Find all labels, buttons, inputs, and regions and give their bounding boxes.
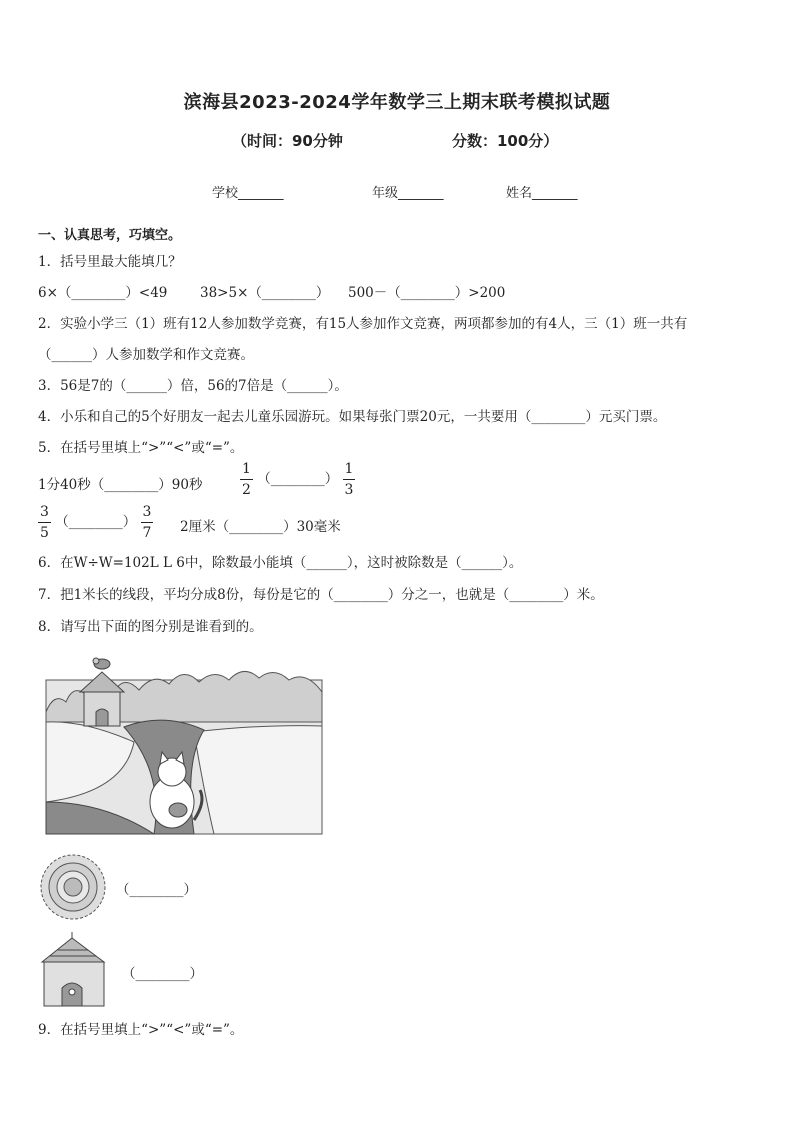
question-8-blank-2: （________） [122,966,203,982]
question-1-stem: 1．括号里最大能填几？ [38,254,182,270]
question-3: 3．56是7的（______）倍，56的7倍是（______）。 [38,378,348,394]
question-7: 7．把1米长的线段，平均分成8份，每份是它的（________）分之一，也就是（________）米。 [38,587,604,603]
question-6: 6．在W÷W=102L L 6中，除数最小能填（______），这时被除数是（______）。 [38,555,523,571]
top-view-icon [38,852,108,922]
question-9: 9．在括号里填上“>”“<”或“=”。 [38,1022,244,1038]
page-title: 滨海县2023-2024学年数学三上期末联考模拟试题 [183,92,611,113]
castle-icon [38,932,110,1008]
question-1-b: 38>5×（________） [200,285,330,301]
question-4: 4．小乐和自己的5个好朋友一起去儿童乐园游玩。如果每张门票20元，一共要用（________）元买门票。 [38,409,667,425]
cat-scene-illustration [44,652,324,836]
denominator: 3 [343,479,356,497]
answer-blank: （________） [55,514,137,530]
exam-time: （时间：90分钟 [232,132,343,150]
numerator: 1 [344,461,354,477]
question-1-c: 500－（________）>200 [348,285,506,301]
numerator: 3 [40,504,49,520]
school-field: 学校_______ [212,186,284,201]
question-1-a: 6×（________）<49 [38,285,168,301]
numerator: 1 [242,461,251,477]
answer-blank: （________） [257,471,339,487]
fraction [343,462,356,497]
question-5-a: 1分40秒（________）90秒 [38,477,203,493]
question-5-d: 2厘米（________）30毫米 [180,519,341,535]
question-2-line-1: 2．实验小学三（1）班有12人参加数学竞赛，有15人参加作文竞赛，两项都参加的有4人，三（1）班一共有 [38,316,688,332]
question-5-b [240,462,355,497]
fraction [38,505,51,540]
section-heading: 一、认真思考，巧填空。 [38,228,182,243]
fraction [141,505,154,540]
question-8-blank-1: （________） [116,882,197,898]
numerator: 3 [142,504,152,520]
fraction [240,462,253,497]
question-5-stem: 5．在括号里填上“>”“<”或“=”。 [38,440,244,456]
denominator: 5 [38,522,51,540]
exam-score: 分数：100分） [452,132,559,150]
question-8-stem: 8．请写出下面的图分别是谁看到的。 [38,619,263,635]
question-2-line-2: （______）人参加数学和作文竞赛。 [38,347,254,363]
denominator: 7 [141,522,154,540]
question-5-c [38,505,153,540]
denominator: 2 [240,479,253,497]
name-field: 姓名_______ [506,186,578,201]
grade-field: 年级_______ [372,186,444,201]
